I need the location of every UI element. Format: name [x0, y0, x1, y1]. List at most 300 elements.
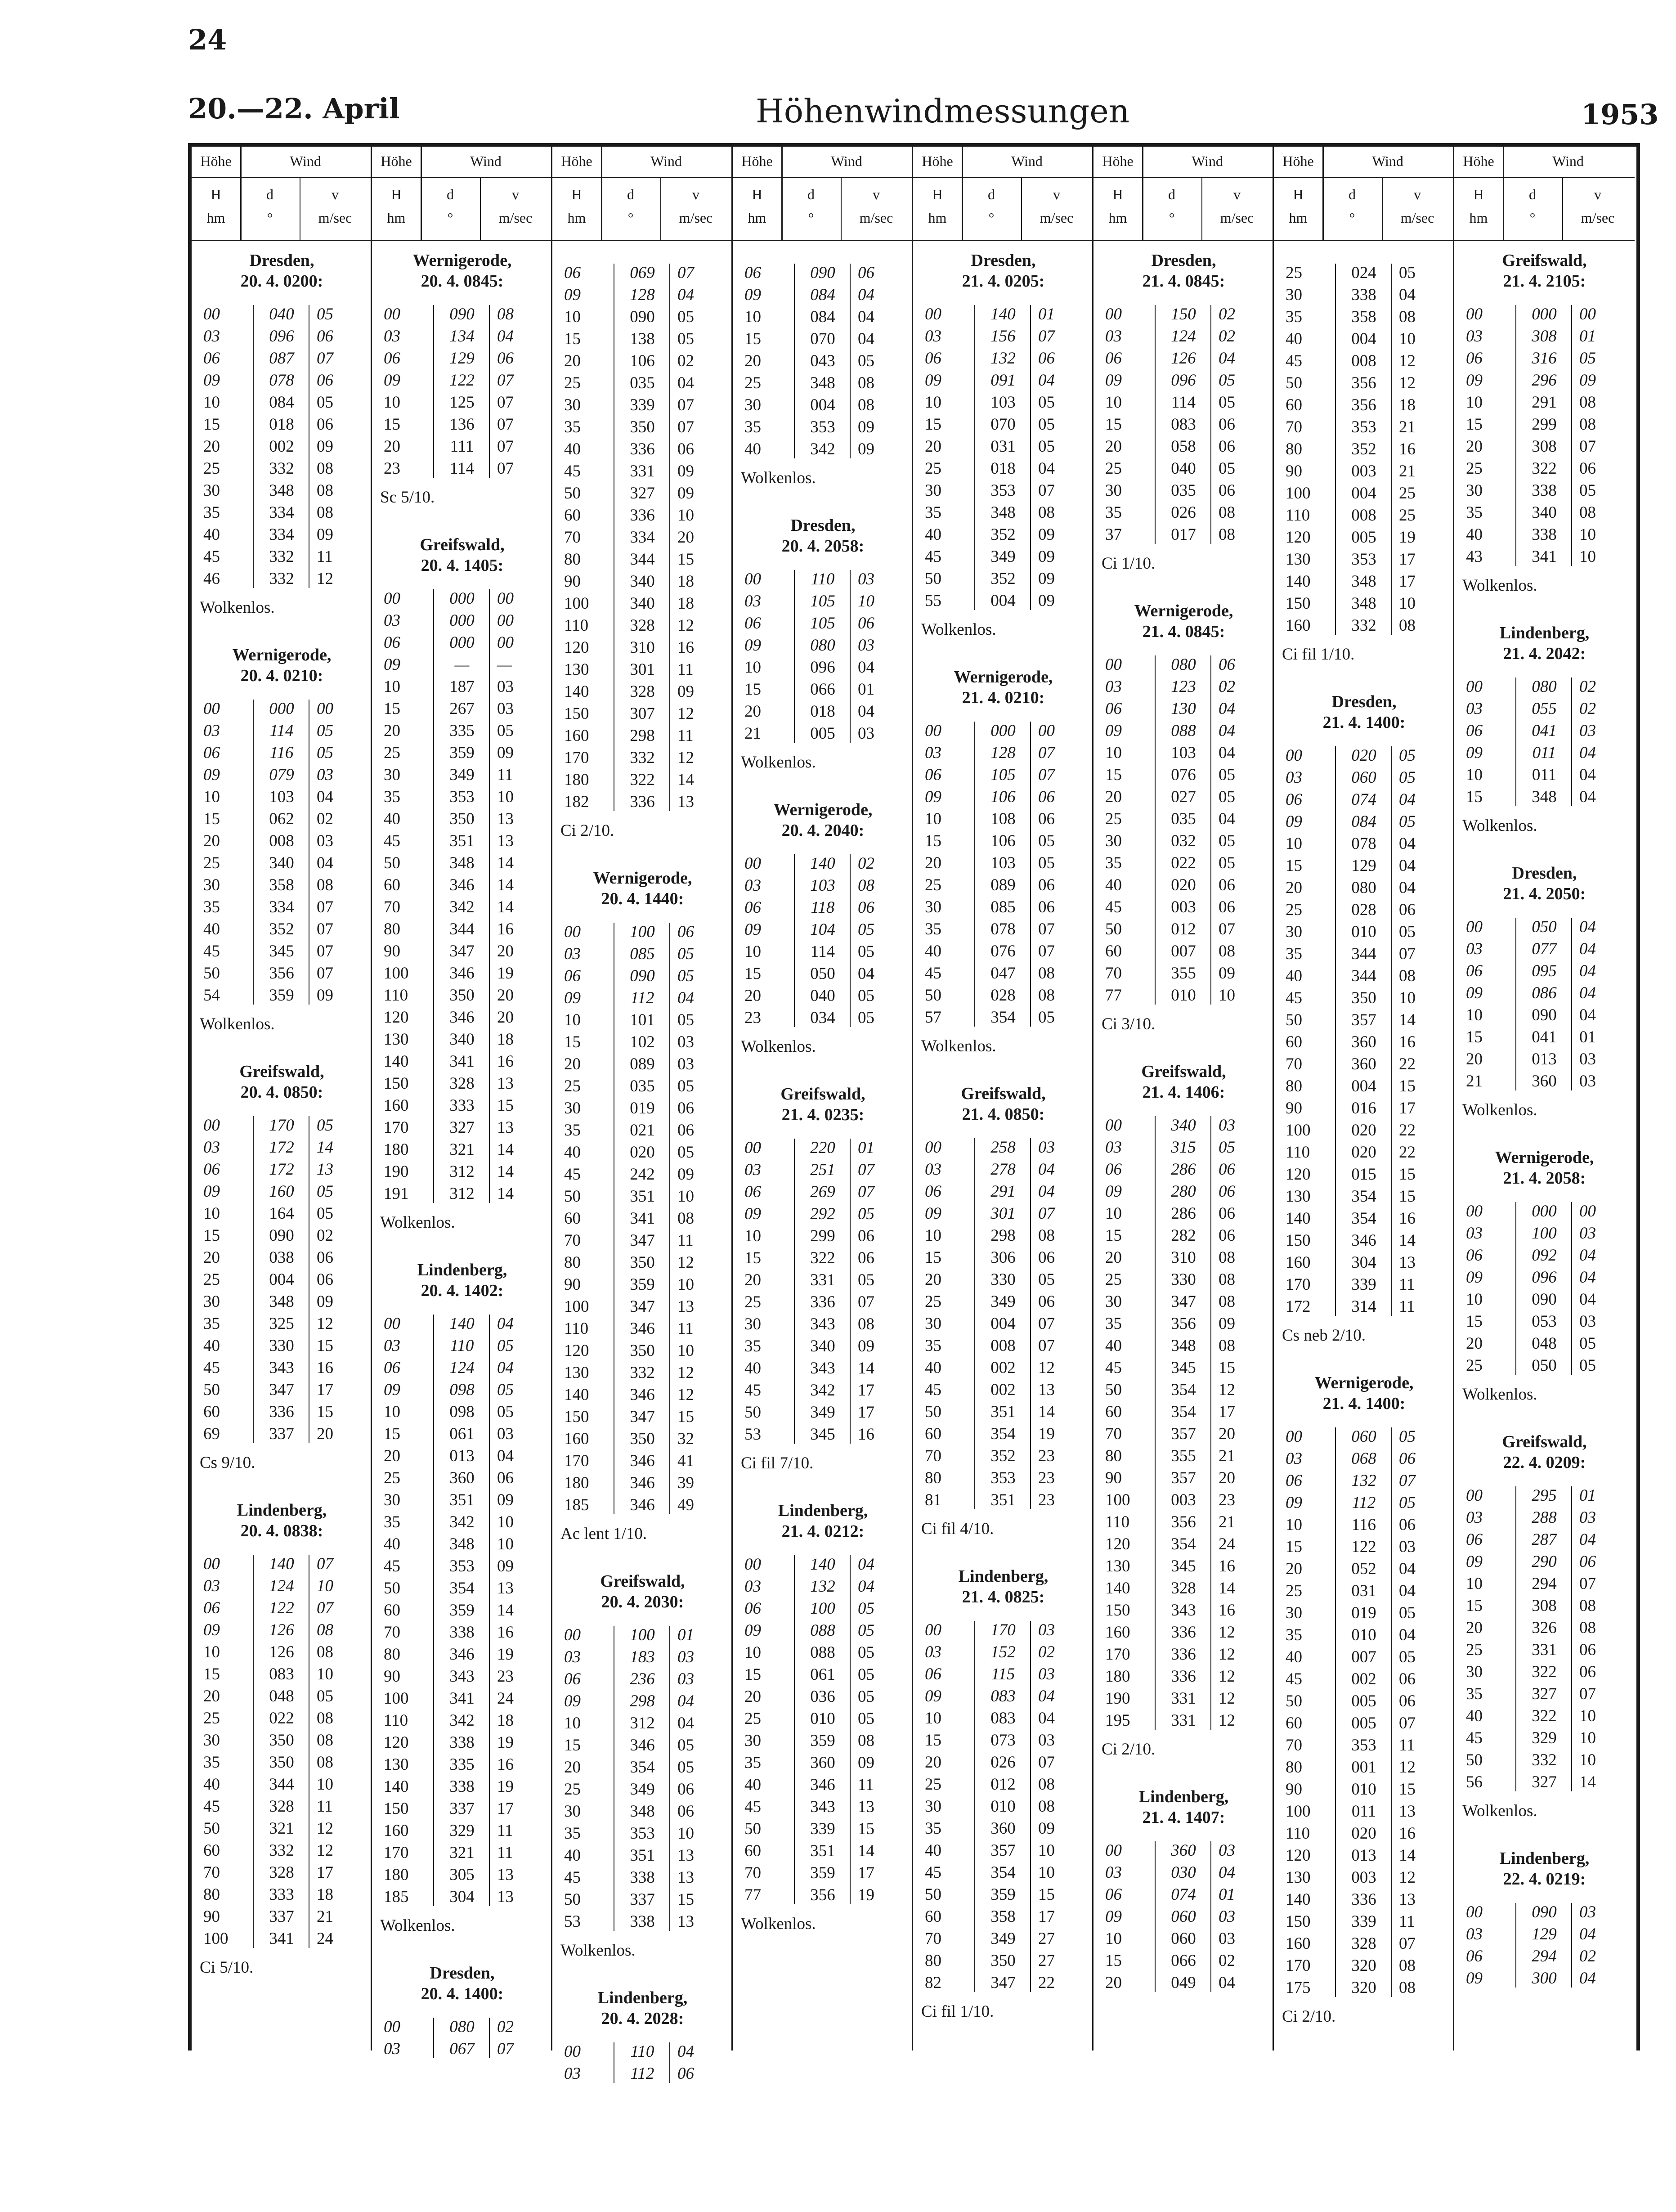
table-row [1274, 372, 1454, 394]
speed-value: 06 [1038, 788, 1055, 806]
table-row [1274, 1009, 1454, 1031]
header-deg: ° [447, 210, 453, 226]
height-value: 45 [203, 547, 220, 566]
speed-value: 05 [1399, 1494, 1416, 1512]
direction-value: 005 [1351, 528, 1376, 547]
table-row [552, 416, 733, 438]
direction-value: 030 [1171, 1863, 1196, 1882]
height-value: 60 [203, 1841, 220, 1860]
speed-value: 05 [1038, 415, 1055, 434]
table-row [733, 568, 913, 590]
table-row [913, 369, 1093, 391]
height-value: 35 [1286, 1626, 1302, 1644]
speed-value: 16 [497, 920, 514, 938]
direction-value: 328 [269, 1797, 294, 1816]
table-row [552, 1229, 733, 1252]
height-value: 10 [744, 942, 761, 961]
height-value: 00 [744, 854, 761, 873]
height-value: 120 [384, 1733, 409, 1752]
speed-value: 14 [1579, 1773, 1596, 1791]
table-row [372, 1445, 552, 1467]
height-value: 09 [925, 371, 941, 390]
speed-value: 09 [858, 1754, 874, 1772]
speed-value: 08 [1038, 964, 1055, 983]
station-block [552, 868, 733, 1545]
height-value: 06 [925, 766, 941, 784]
table-row [552, 1163, 733, 1185]
speed-value: 05 [677, 1736, 694, 1754]
table-row [1093, 413, 1274, 435]
speed-value: 13 [677, 1297, 694, 1316]
height-value: 80 [1105, 1447, 1122, 1465]
table-row [552, 637, 733, 659]
table-row [1093, 786, 1274, 808]
height-value: 50 [1286, 1692, 1302, 1710]
table-row [913, 1862, 1093, 1884]
speed-value: 06 [1038, 810, 1055, 828]
header-rule [1454, 177, 1635, 178]
table-row [1454, 1573, 1635, 1595]
height-value: 45 [925, 547, 941, 566]
height-value: 60 [564, 1209, 581, 1228]
direction-value: 355 [1171, 964, 1196, 983]
direction-value: 078 [1351, 835, 1376, 853]
table-row [192, 1269, 372, 1291]
table-row [372, 1095, 552, 1117]
direction-value: 172 [269, 1160, 294, 1179]
height-value: 82 [925, 1974, 941, 1992]
direction-value: 340 [1171, 1116, 1196, 1135]
speed-value: 13 [1038, 1381, 1055, 1399]
table-row [372, 1533, 552, 1555]
table-row [552, 1867, 733, 1889]
height-value: 25 [1105, 1270, 1122, 1289]
speed-value: 07 [677, 264, 694, 282]
table-row [1274, 1492, 1454, 1514]
table-row [1454, 435, 1635, 458]
measurement-rows [372, 588, 552, 1205]
height-value: 10 [384, 678, 400, 696]
speed-value: 10 [1579, 1729, 1596, 1747]
column-header [372, 147, 552, 241]
direction-value: 019 [1351, 1604, 1376, 1622]
speed-value: 20 [497, 986, 514, 1005]
station-block [733, 1084, 913, 1474]
speed-value: 07 [317, 942, 333, 960]
direction-value: 035 [1171, 810, 1196, 828]
station-name: Wernigerode, [593, 869, 692, 888]
table-row [1274, 1712, 1454, 1734]
direction-value: 291 [1532, 393, 1557, 412]
height-value: 00 [1105, 1116, 1122, 1135]
direction-value: 331 [810, 1271, 835, 1289]
direction-value: 334 [269, 525, 294, 544]
height-value: 15 [744, 1665, 761, 1684]
speed-value: 07 [317, 1599, 333, 1617]
direction-value: 345 [810, 1425, 835, 1444]
speed-value: 03 [1038, 1665, 1055, 1683]
direction-value: 074 [1171, 1885, 1196, 1904]
direction-value: 020 [1351, 1121, 1376, 1140]
table-row [1454, 1529, 1635, 1551]
data-column [372, 147, 552, 2058]
height-value: 40 [1286, 330, 1302, 348]
speed-value: 24 [497, 1689, 514, 1708]
table-row [733, 985, 913, 1007]
speed-value: 08 [1038, 503, 1055, 522]
table-row [192, 1401, 372, 1423]
direction-value: 000 [269, 700, 294, 718]
height-value: 90 [384, 1667, 400, 1686]
table-row [1274, 570, 1454, 592]
cloud-note: Wolkenlos. [560, 1941, 636, 1960]
table-row [192, 347, 372, 369]
direction-value: 347 [269, 1381, 294, 1399]
direction-value: 187 [449, 678, 475, 696]
speed-value: 08 [1219, 1270, 1235, 1289]
speed-value: 02 [1579, 700, 1596, 718]
table-row [1274, 1097, 1454, 1119]
height-value: 50 [925, 1885, 941, 1904]
speed-value: 06 [1219, 876, 1235, 894]
cloud-note: Ci fil 7/10. [741, 1454, 814, 1472]
station-date: 20. 4. 0850: [240, 1083, 323, 1102]
speed-value: 13 [677, 1912, 694, 1931]
direction-value: 332 [269, 459, 294, 478]
table-row [1274, 1668, 1454, 1690]
direction-value: 338 [1351, 286, 1376, 304]
table-row [192, 458, 372, 480]
height-value: 03 [1286, 768, 1302, 787]
speed-value: 49 [677, 1496, 694, 1514]
speed-value: 03 [1219, 1929, 1235, 1948]
station-block [1454, 250, 1635, 597]
direction-value: 329 [449, 1822, 475, 1840]
speed-value: 06 [1038, 1292, 1055, 1311]
speed-value: 04 [1399, 835, 1416, 853]
height-value: 25 [203, 1709, 220, 1727]
speed-value: 04 [677, 1714, 694, 1732]
table-row [372, 2038, 552, 2060]
speed-value: 04 [1579, 1290, 1596, 1309]
direction-value: 164 [269, 1204, 294, 1223]
direction-value: 347 [1171, 1292, 1196, 1311]
speed-value: 23 [1038, 1491, 1055, 1509]
speed-value: 10 [1399, 989, 1416, 1007]
height-value: 110 [384, 986, 408, 1005]
height-value: 06 [564, 967, 581, 985]
direction-value: 328 [449, 1074, 475, 1093]
speed-value: 07 [497, 393, 514, 412]
table-row [1274, 460, 1454, 482]
table-row [372, 1820, 552, 1842]
height-value: 03 [203, 1138, 220, 1157]
direction-value: 000 [1532, 305, 1557, 323]
height-value: 03 [564, 945, 581, 963]
direction-value: 360 [810, 1754, 835, 1772]
table-row [372, 347, 552, 369]
direction-value: 343 [449, 1667, 475, 1686]
direction-value: 110 [811, 570, 835, 588]
direction-value: 354 [990, 1425, 1016, 1443]
height-value: 110 [1286, 506, 1310, 525]
height-value: 140 [1286, 572, 1311, 591]
direction-value: 106 [990, 832, 1016, 850]
speed-value: 08 [317, 1643, 333, 1661]
station-block [733, 799, 913, 1058]
direction-value: 036 [810, 1687, 835, 1706]
table-row [1454, 1551, 1635, 1573]
table-row [733, 416, 913, 438]
speed-value: 11 [677, 727, 694, 745]
height-value: 70 [1105, 964, 1122, 983]
table-row [1454, 1200, 1635, 1222]
height-value: 10 [1466, 393, 1483, 412]
height-value: 180 [384, 1140, 409, 1159]
table-row [913, 1884, 1093, 1906]
direction-value: 083 [990, 1687, 1016, 1705]
header-rule [1274, 177, 1454, 178]
column-header [552, 147, 733, 241]
page-title: Höhenwindmessungen [756, 92, 1130, 130]
height-value: 10 [1466, 1290, 1483, 1309]
height-value: 20 [1466, 1050, 1483, 1068]
table-row [192, 1553, 372, 1575]
table-row [1454, 786, 1635, 808]
direction-value: 347 [630, 1408, 655, 1426]
speed-value: 08 [1038, 1797, 1055, 1816]
speed-value: 05 [497, 1381, 514, 1399]
height-value: 09 [384, 1381, 400, 1399]
table-row [1093, 1269, 1274, 1291]
header-d: d [988, 186, 995, 202]
table-row [1274, 1646, 1454, 1668]
speed-value: 12 [677, 1253, 694, 1272]
direction-value: 126 [269, 1621, 294, 1639]
table-row [1454, 938, 1635, 960]
table-row [1093, 1577, 1274, 1599]
speed-value: 03 [1399, 1538, 1416, 1556]
height-value: 06 [1105, 700, 1122, 718]
speed-value: 04 [1579, 1006, 1596, 1024]
direction-value: 346 [449, 964, 475, 983]
direction-value: 090 [449, 305, 475, 323]
speed-value: 07 [317, 920, 333, 938]
height-value: 20 [744, 987, 761, 1005]
direction-value: 076 [1171, 766, 1196, 784]
column-header [192, 147, 372, 241]
table-row [1274, 548, 1454, 570]
table-row [1274, 1185, 1454, 1207]
height-value: 09 [744, 920, 761, 939]
speed-value: 09 [858, 1337, 874, 1355]
speed-value: 05 [677, 1011, 694, 1029]
table-row [733, 919, 913, 941]
height-value: 60 [384, 876, 400, 894]
direction-value: 286 [1171, 1204, 1196, 1223]
table-row [552, 987, 733, 1009]
speed-value: 13 [497, 1866, 514, 1884]
table-row [372, 1072, 552, 1095]
station-date: 21. 4. 2042: [1503, 644, 1586, 663]
direction-value: 328 [630, 682, 655, 701]
speed-value: 04 [1038, 459, 1055, 478]
speed-value: 14 [1038, 1403, 1055, 1421]
direction-value: 136 [449, 415, 475, 434]
speed-value: 05 [1038, 1270, 1055, 1289]
direction-value: 060 [1171, 1907, 1196, 1926]
header-rule [1454, 240, 1635, 241]
direction-value: 342 [449, 1513, 475, 1531]
station-name: Greifswald, [1502, 1432, 1587, 1451]
height-value: 00 [1466, 305, 1483, 323]
direction-value: 322 [810, 1249, 835, 1267]
header-ms: m/sec [1581, 210, 1615, 226]
direction-value: 343 [269, 1359, 294, 1377]
speed-value: 08 [317, 876, 333, 894]
direction-value: 002 [1351, 1670, 1376, 1688]
height-value: 150 [384, 1074, 409, 1093]
table-row [1274, 262, 1454, 284]
direction-value: 336 [269, 1403, 294, 1421]
speed-value: 07 [1038, 1315, 1055, 1333]
height-value: 21 [1466, 1072, 1483, 1090]
height-value: 20 [1105, 788, 1122, 806]
direction-value: 360 [1351, 1033, 1376, 1051]
height-value: 10 [1105, 1204, 1122, 1223]
table-row [372, 918, 552, 940]
speed-value: 08 [1579, 393, 1596, 412]
speed-value: 02 [497, 2018, 514, 2036]
table-row [552, 460, 733, 482]
speed-value: 06 [1219, 1204, 1235, 1223]
direction-value: 000 [1532, 1202, 1557, 1220]
direction-value: 101 [630, 1011, 655, 1029]
direction-value: 347 [630, 1231, 655, 1250]
table-row [1274, 1977, 1454, 1999]
table-row [1093, 1928, 1274, 1950]
height-value: 06 [203, 1160, 220, 1179]
speed-value: 03 [1219, 1116, 1235, 1135]
table-row [552, 791, 733, 813]
speed-value: 10 [677, 1342, 694, 1360]
direction-value: 344 [1351, 945, 1376, 963]
speed-value: 19 [1038, 1425, 1055, 1443]
direction-value: 312 [630, 1714, 655, 1732]
speed-value: 04 [1579, 744, 1596, 762]
speed-value: 08 [858, 396, 874, 414]
table-row [1454, 1661, 1635, 1683]
height-value: 03 [564, 2064, 581, 2083]
table-row [733, 284, 913, 306]
header-ms: m/sec [498, 210, 533, 226]
height-value: 30 [384, 1491, 400, 1509]
table-row [372, 896, 552, 918]
table-row [733, 1423, 913, 1445]
speed-value: 10 [317, 1665, 333, 1683]
height-value: 50 [203, 1819, 220, 1838]
table-row [913, 764, 1093, 786]
height-value: 20 [564, 1758, 581, 1777]
direction-value: 346 [630, 1452, 655, 1470]
table-row [913, 1685, 1093, 1707]
height-value: 15 [925, 1248, 941, 1267]
direction-value: 020 [1351, 1143, 1376, 1162]
speed-value: 01 [858, 680, 874, 699]
direction-value: 340 [269, 854, 294, 872]
table-row [1454, 982, 1635, 1004]
table-row [1093, 1136, 1274, 1158]
table-row [1093, 1665, 1274, 1687]
direction-value: 359 [269, 986, 294, 1005]
table-row [552, 1428, 733, 1450]
table-row [733, 1730, 913, 1752]
table-row [1454, 1333, 1635, 1355]
height-value: 03 [744, 1577, 761, 1596]
speed-value: 09 [1038, 525, 1055, 544]
speed-value: 06 [677, 1802, 694, 1821]
table-row [1093, 1950, 1274, 1972]
table-row [552, 1668, 733, 1690]
cloud-note: Wolkenlos. [200, 598, 275, 617]
height-value: 120 [1105, 1535, 1130, 1553]
speed-value: 03 [497, 700, 514, 718]
station-name: Greifswald, [420, 535, 505, 554]
table-row [372, 1842, 552, 1864]
height-value: 09 [384, 371, 400, 390]
height-value: 40 [925, 942, 941, 960]
table-row [913, 347, 1093, 369]
table-row [192, 698, 372, 720]
height-value: 20 [925, 437, 941, 456]
direction-value: 344 [269, 1775, 294, 1794]
direction-value: 034 [810, 1009, 835, 1027]
height-value: 160 [1105, 1623, 1130, 1642]
speed-value: 05 [317, 305, 333, 323]
header-rule [372, 177, 552, 178]
table-row [1093, 1445, 1274, 1467]
direction-value: 322 [1532, 1663, 1557, 1681]
speed-value: 04 [1579, 1530, 1596, 1549]
cloud-note: Wolkenlos. [1462, 576, 1537, 595]
direction-value: 334 [630, 528, 655, 547]
direction-value: 351 [449, 1491, 475, 1509]
direction-value: 040 [810, 987, 835, 1005]
direction-value: 130 [1171, 700, 1196, 718]
direction-value: 356 [1171, 1513, 1196, 1531]
header-rule [733, 240, 913, 241]
header-wind: Wind [650, 153, 682, 169]
table-row [913, 1906, 1093, 1928]
height-value: 50 [564, 484, 581, 503]
direction-value: 096 [1532, 1268, 1557, 1287]
height-value: 40 [1105, 1337, 1122, 1355]
height-value: 09 [1105, 1907, 1122, 1926]
header-v: v [332, 186, 339, 202]
table-row [372, 588, 552, 610]
speed-value: 07 [317, 349, 333, 368]
table-row [733, 1884, 913, 1906]
measurement-rows [192, 303, 372, 590]
speed-value: 04 [1579, 766, 1596, 784]
direction-value: 351 [630, 1846, 655, 1865]
table-row [192, 786, 372, 808]
direction-value: 004 [810, 396, 835, 414]
height-value: 50 [564, 1890, 581, 1909]
speed-value: 08 [497, 305, 514, 323]
height-value: 00 [744, 1139, 761, 1157]
speed-value: 13 [497, 1074, 514, 1093]
